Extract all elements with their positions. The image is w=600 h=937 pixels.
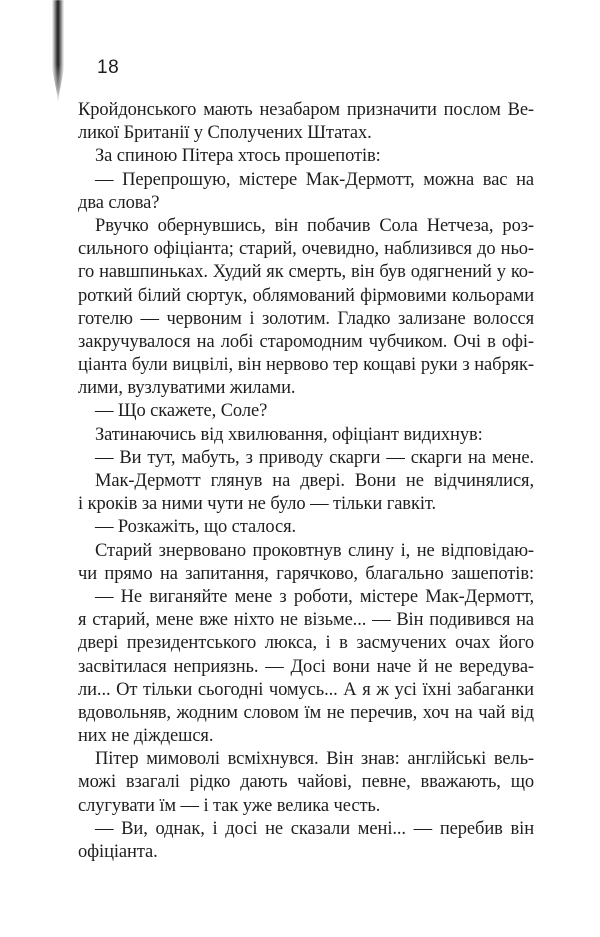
text-line: офіціанта. [78,842,158,862]
text-line: чи прямо на запитання, гарячково, благально зашепотів: [78,563,534,584]
text-line: Кройдонського мають незабаром призначити послом Ве- [78,100,534,120]
text-line: Пітер мимоволі всміхнувся. Він знав: англійські вель- [95,749,534,770]
book-spine-shadow [52,0,64,104]
text-line: Старий знервовано проковтнув слину і, не відповідаю- [95,540,534,561]
text-line: ли... От тільки сьогодні чомусь... А я ж усі їхні забаганки [78,679,534,700]
text-block [78,99,534,864]
text-line: ціанта були вицвілі, він нервово тер кощаві руки з набряк- [78,355,534,376]
text-line: двері президентського люкса, і в засмучених очах його [78,633,534,654]
text-line: і кроків за ними чути не було — тільки гавкіт. [78,494,436,515]
text-line: — Ви, однак, і досі не сказали мені... — перебив він [95,818,534,839]
text-line: го навшпиньках. Худий як смерть, він був одягнений у ко- [78,262,534,283]
text-line: Мак-Дермотт глянув на двері. Вони не відчинялися, [95,471,534,491]
text-line: сильного офіціанта; старий, очевидно, наблизився до ньо- [78,239,534,260]
text-line: За спиною Пітера хтось прошепотів: [95,146,381,167]
text-line: я старий, мене вже ніхто не візьме... — Він подивився на [78,610,534,631]
text-line: засвітилася неприязнь. — Досі вони наче й не вередува- [78,656,534,677]
text-line: лими, вузлуватими жилами. [78,378,296,399]
text-line: — Перепрошую, містере Мак-Дермотт, можна вас на [95,169,534,190]
text-line: два слова? [78,192,160,213]
text-line: — Не виганяйте мене з роботи, містере Мак-Дермотт, [95,586,534,607]
text-line: Затинаючись від хвилювання, офіціант видихнув: [95,424,483,445]
text-line: слугувати їм — і так уже велика честь. [78,795,381,816]
text-line: Рвучко обернувшись, він побачив Сола Нетчеза, роз- [95,215,534,236]
text-line: закручувалося на лобі старомодним чубчиком. Очі в офі- [78,331,534,352]
text-line: — Ви тут, мабуть, з приводу скарги — скарги на мене. [95,447,534,468]
text-line: роткий білий сюртук, облямований фірмовими кольорами [78,285,534,306]
text-line: — Розкажіть, що сталося. [95,517,297,538]
text-line: — Що скажете, Соле? [95,401,268,422]
text-line: вдовольняв, жодним словом їм не перечив, хоч на чай від [78,702,534,723]
text-line: ликої Британії у Сполучених Штатах. [78,123,372,144]
page-number: 18 [97,57,120,78]
text-line: готелю — червоним і золотим. Гладко зализане волосся [78,308,534,329]
text-line: можі взагалі рідко дають чайові, певне, вважають, що [78,772,534,793]
text-line: них не діждешся. [78,726,214,747]
